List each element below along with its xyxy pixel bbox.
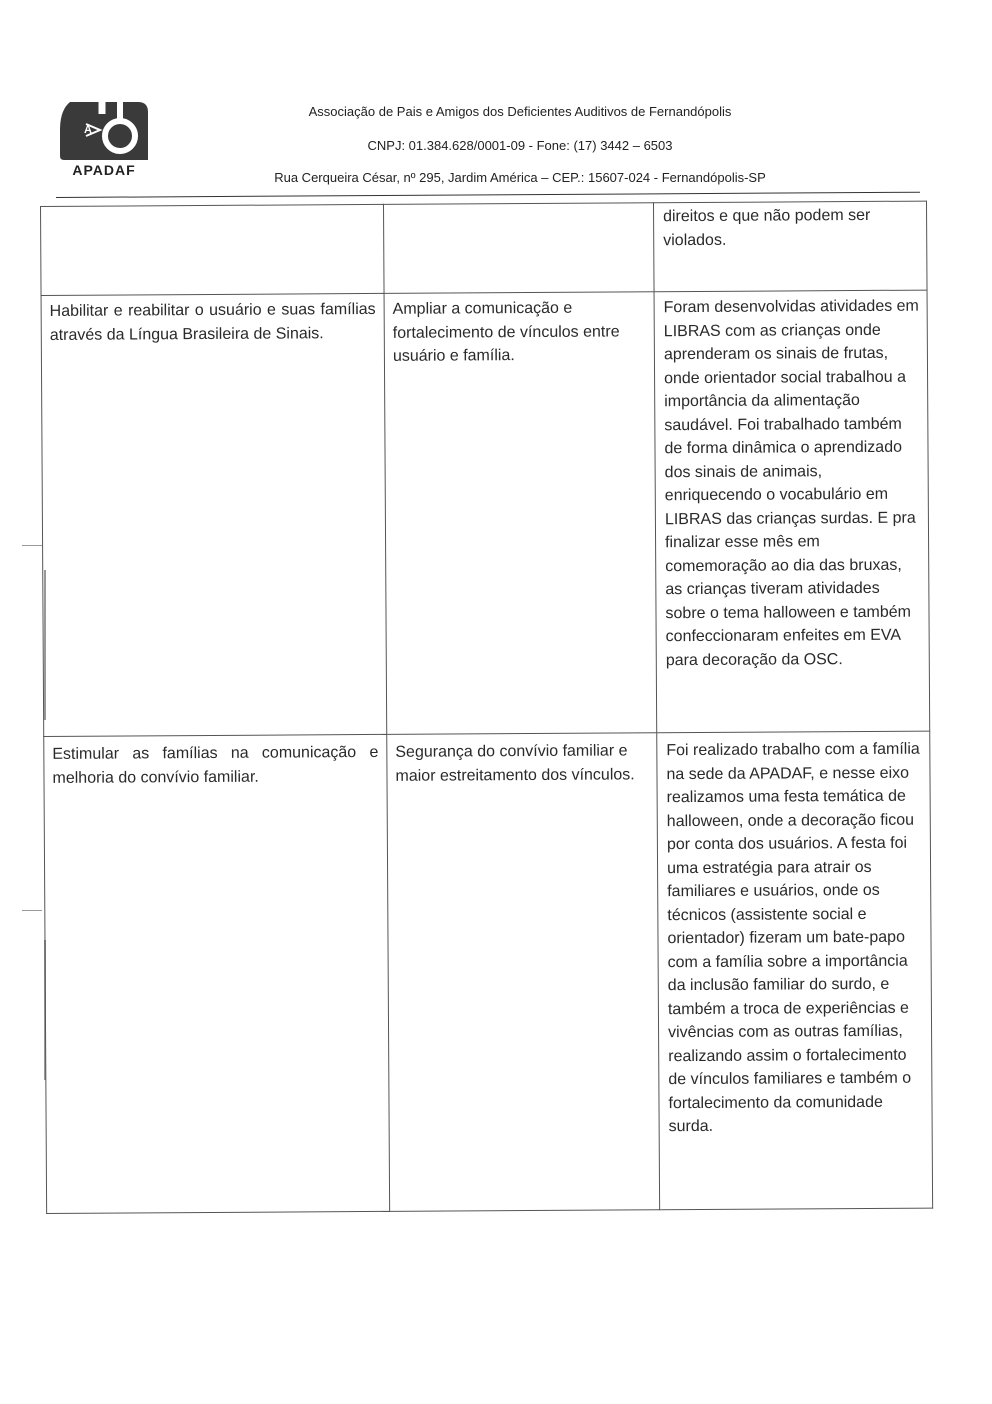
apadaf-logo (58, 100, 150, 178)
table-row (41, 290, 930, 736)
svg-text:A: A (84, 124, 92, 136)
table-row (41, 201, 928, 295)
activities-table (40, 201, 933, 1214)
logo-text: APADAF (72, 162, 136, 178)
activities-cell: Foi realizado trabalho com a família na sede da APADAF, e nesse eixo realizamos uma festa temática de halloween, onde a decoração ficou por conta dos usuários. A festa foi uma estratégia para atrair os familiares e usuários, onde os técnicos (assistente social e orientador) fizeram um bate-papo com a família sobre a importância da inclusão familiar do surdo, e também a troca de experiências e vivências com as outras famílias, realizando assim o fortalecimento de vínculos familiares e também o fortalecimento da comunidade surda. (657, 731, 933, 1210)
organization-name: Associação de Pais e Amigos dos Deficientes Auditivos de Fernandópolis (308, 104, 732, 119)
contact-info: CNPJ: 01.384.628/0001-09 - Fone: (17) 3442 – 6503 (367, 138, 673, 153)
activities-cell: direitos e que não podem ser violados. (653, 201, 927, 292)
activities-cell: Foram desenvolvidas atividades em LIBRAS com as crianças onde aprenderam os sinais de frutas, onde orientador social trabalhou a importância da alimentação saudável. Foi trabalhado também de forma dinâmica o aprendizado dos sinais de animais, enriquecendo o vocabulário em LIBRAS das crianças surdas. E pra finalizar esse mês em comemoração ao dia das bruxas, as crianças tiveram atividades sobre o tema halloween e também confeccionaram enfeites em EVA para decoração da OSC. (654, 290, 930, 733)
punch-hole-bottom (22, 910, 42, 911)
address: Rua Cerqueira César, nº 295, Jardim América – CEP.: 15607-024 - Fernandópolis-SP (274, 170, 766, 185)
objective-cell (41, 204, 385, 295)
expected-result-cell (383, 203, 654, 294)
objective-cell: Estimular as famílias na comunicação e melhoria do convívio familiar. (44, 734, 390, 1213)
logo-emblem-icon (58, 100, 150, 164)
table-row (44, 731, 933, 1213)
objective-cell: Habilitar e reabilitar o usuário e suas famílias através da Língua Brasileira de Sinais. (41, 293, 387, 736)
expected-result-cell: Ampliar a comunicação e fortalecimento de vínculos entre usuário e família. (384, 292, 657, 735)
expected-result-cell: Segurança do convívio familiar e maior estreitamento dos vínculos. (387, 733, 660, 1212)
activities-table-wrapper (40, 201, 932, 1210)
header-divider (56, 192, 920, 198)
punch-hole-top (22, 545, 42, 546)
